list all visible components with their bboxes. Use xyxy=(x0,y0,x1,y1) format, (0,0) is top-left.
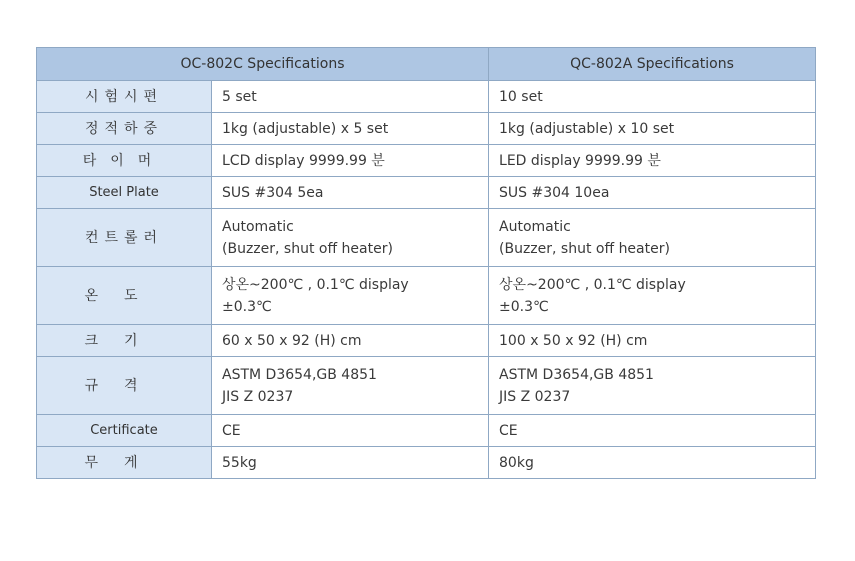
table-row xyxy=(37,81,816,113)
value-line: 상온~200℃ , 0.1℃ display xyxy=(499,276,686,293)
value-line: (Buzzer, shut off heater) xyxy=(499,240,670,257)
row-label: 컨트롤러 xyxy=(37,209,212,267)
value-line: JIS Z 0237 xyxy=(499,388,571,405)
qc-value xyxy=(489,415,816,447)
oc-value xyxy=(212,325,489,357)
qc-value xyxy=(489,113,816,145)
value-line: CE xyxy=(222,422,241,439)
value-line: 1kg (adjustable) x 5 set xyxy=(222,120,389,137)
row-label: 시험시편 xyxy=(37,81,212,113)
oc-value xyxy=(212,415,489,447)
qc-value xyxy=(489,209,816,267)
qc-value xyxy=(489,447,816,479)
value-line: 1kg (adjustable) x 10 set xyxy=(499,120,675,137)
value-line: LCD display 9999.99 분 xyxy=(222,152,385,169)
oc-value xyxy=(212,357,489,415)
value-line: Automatic xyxy=(499,218,571,235)
row-label: 크기 xyxy=(37,325,212,357)
oc-value xyxy=(212,113,489,145)
table-row xyxy=(37,209,816,267)
table-row xyxy=(37,415,816,447)
value-line: (Buzzer, shut off heater) xyxy=(222,240,393,257)
table-row xyxy=(37,145,816,177)
value-line: 상온~200℃ , 0.1℃ display xyxy=(222,276,409,293)
value-line: CE xyxy=(499,422,518,439)
table-row xyxy=(37,113,816,145)
value-line: 60 x 50 x 92 (H) cm xyxy=(222,332,362,349)
row-label: 무게 xyxy=(37,447,212,479)
table-row xyxy=(37,177,816,209)
qc-value xyxy=(489,81,816,113)
value-line: LED display 9999.99 분 xyxy=(499,152,661,169)
header-row xyxy=(37,48,816,81)
value-line: ASTM D3654,GB 4851 xyxy=(222,366,377,383)
qc-value xyxy=(489,145,816,177)
value-line: 80kg xyxy=(499,454,534,471)
value-line: Automatic xyxy=(222,218,294,235)
value-line: JIS Z 0237 xyxy=(222,388,294,405)
qc-802a-header: QC-802A Specifications xyxy=(489,48,816,81)
value-line: SUS #304 10ea xyxy=(499,184,610,201)
qc-value xyxy=(489,177,816,209)
row-label: 타이머 xyxy=(37,145,212,177)
oc-value xyxy=(212,177,489,209)
value-line: ±0.3℃ xyxy=(499,298,549,315)
table-row xyxy=(37,447,816,479)
value-line: 100 x 50 x 92 (H) cm xyxy=(499,332,648,349)
qc-value xyxy=(489,325,816,357)
qc-value xyxy=(489,267,816,325)
oc-value xyxy=(212,267,489,325)
value-line: 5 set xyxy=(222,88,257,105)
row-label: Steel Plate xyxy=(37,177,212,209)
oc-value xyxy=(212,81,489,113)
row-label: Certificate xyxy=(37,415,212,447)
table-row xyxy=(37,325,816,357)
table-row xyxy=(37,357,816,415)
row-label: 온도 xyxy=(37,267,212,325)
value-line: ASTM D3654,GB 4851 xyxy=(499,366,654,383)
row-label: 규격 xyxy=(37,357,212,415)
specifications-table xyxy=(36,47,816,479)
table-row xyxy=(37,267,816,325)
qc-value xyxy=(489,357,816,415)
value-line: 10 set xyxy=(499,88,543,105)
oc-802c-header: OC-802C Specifications xyxy=(37,48,489,81)
oc-value xyxy=(212,209,489,267)
value-line: 55kg xyxy=(222,454,257,471)
row-label: 정적하중 xyxy=(37,113,212,145)
oc-value xyxy=(212,447,489,479)
value-line: ±0.3℃ xyxy=(222,298,272,315)
oc-value xyxy=(212,145,489,177)
value-line: SUS #304 5ea xyxy=(222,184,324,201)
